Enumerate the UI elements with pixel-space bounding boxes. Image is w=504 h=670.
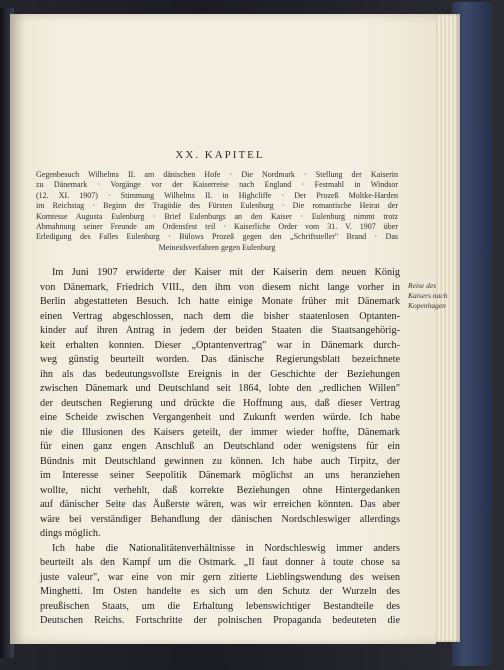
body-line: auf dänischer Seite das Äußerste wären, was wir erreichen könnten. Das aber: [40, 499, 400, 510]
summary-line: Komtesse Augusta Eulenburg · Brief Eulenburgs an den Kaiser · Eulenburg nimmt trotz: [36, 211, 398, 221]
margin-note: [408, 281, 468, 311]
body-line: im Interesse seiner Seepolitik Dänemark möglichst an uns heranziehen: [40, 470, 400, 481]
body-line: juste valeur", war eine von mir gern zitierte Lieblingswendung des weisen: [40, 571, 400, 583]
summary-line: Abmahnung seiner Freunde am Ordensfest teil · Kaiserliche Order vom 31. V. 1907 über: [36, 222, 398, 232]
summary-line: (12. XI. 1907) · Stimmung Wilhelms II. in Highcliffe · Der Prozeß Moltke-Harden: [36, 190, 398, 200]
body-line: Berlin abgestatteten Besuch. Ich hatte einige Monate früher mit Dänemark: [40, 296, 400, 307]
body-line: einen Vertrag abgeschlossen, nach dem die bisher staatenlosen Optanten-: [40, 310, 400, 322]
body-text: [40, 266, 400, 629]
summary-line: Gegenbesuch Wilhelms II. am dänischen Hofe · Die Nordmark · Stellung der Kaiserin: [36, 170, 398, 179]
summary-line: zu Dänemark · Vorgänge vor der Kaiserreise nach England · Festmahl in Windsor: [36, 180, 398, 190]
chapter-summary: [36, 170, 398, 253]
body-line: Minghetti. Im Osten handelte es sich um den Schutz der Wurzeln des: [40, 586, 400, 597]
body-line: dings möglich.: [40, 528, 101, 539]
body-line: Ich habe die Nationalitätenverhältnisse in Nordschleswig immer anders: [52, 542, 400, 554]
body-line: von Dänemark, Friedrich VIII., den ihm von diesem nicht lange vorher in: [40, 281, 400, 293]
summary-line: Meineidsverfahren gegen Eulenburg: [158, 242, 276, 252]
body-line: weg günstig beurteilt worden. Das dänische Regierungsblatt bezeichnete: [40, 354, 400, 365]
body-line: wäre bei verständiger Behandlung der dänischen Nordschleswiger allerdings: [40, 513, 400, 525]
body-line: Deutschen Reichs. Fortschritte der polnischen Propaganda bedeuteten die: [40, 615, 400, 626]
body-line: wollte, nicht verhehlt, daß korrekte Beziehungen ohne Hintergedanken: [40, 484, 400, 496]
margin-note-line: Kopenhagen: [408, 301, 446, 310]
body-line: für einen ganz engen Anschluß an Deutschland oder wenigstens für ein: [40, 441, 400, 452]
body-line: keit erhalten konnten. Dieser „Optantenvertrag" war in Dänemark durch-: [40, 339, 400, 351]
body-line: zwischen Dänemark und Deutschland seit 1864, lobte den „redlichen Willen": [40, 383, 400, 394]
body-line: nie die Illusionen des Kaisers geteilt, der immer wieder hoffte, Dänemark: [40, 426, 400, 438]
margin-note-line: Reise des: [408, 281, 437, 290]
summary-line: Erledigung des Falles Eulenburg · Bülows Prozeß gegen den „Schriftsteller" Brand · Das: [36, 232, 398, 242]
body-line: ihn als das bedeutungsvollste Ereignis in der Geschichte der Beziehungen: [40, 368, 400, 380]
body-line: eine Scheide zwischen Vergangenheit und Zukunft werden würde. Ich habe: [40, 412, 400, 423]
body-line: Im Juni 1907 erwiderte der Kaiser mit der Kaiserin dem neuen König: [52, 267, 400, 278]
margin-note-line: Kaisers nach: [408, 291, 448, 300]
body-line: beurteilt als den Kampf um die Ostmark. „Il faut donner à toute chose sa: [40, 557, 400, 568]
body-line: der deutschen Regierung und drückte die Hoffnung aus, daß dieser Vertrag: [40, 397, 400, 409]
body-line: kinder auf ihren Antrag in jedem der beiden Staaten die Staatsangehörig-: [40, 325, 400, 336]
summary-line: im Reichstag · Beginn der Tragödie des Fürsten Eulenburg · Die romantische Heirat der: [36, 201, 398, 211]
body-line: preußischen Staats, um die Erhaltung lebenswichtiger Bestandteile des: [40, 600, 400, 612]
chapter-title: XX. KAPITEL: [175, 149, 265, 161]
body-line: Bündnis mit Deutschland gewinnen zu können. Ich habe auch Tirpitz, der: [40, 455, 400, 467]
